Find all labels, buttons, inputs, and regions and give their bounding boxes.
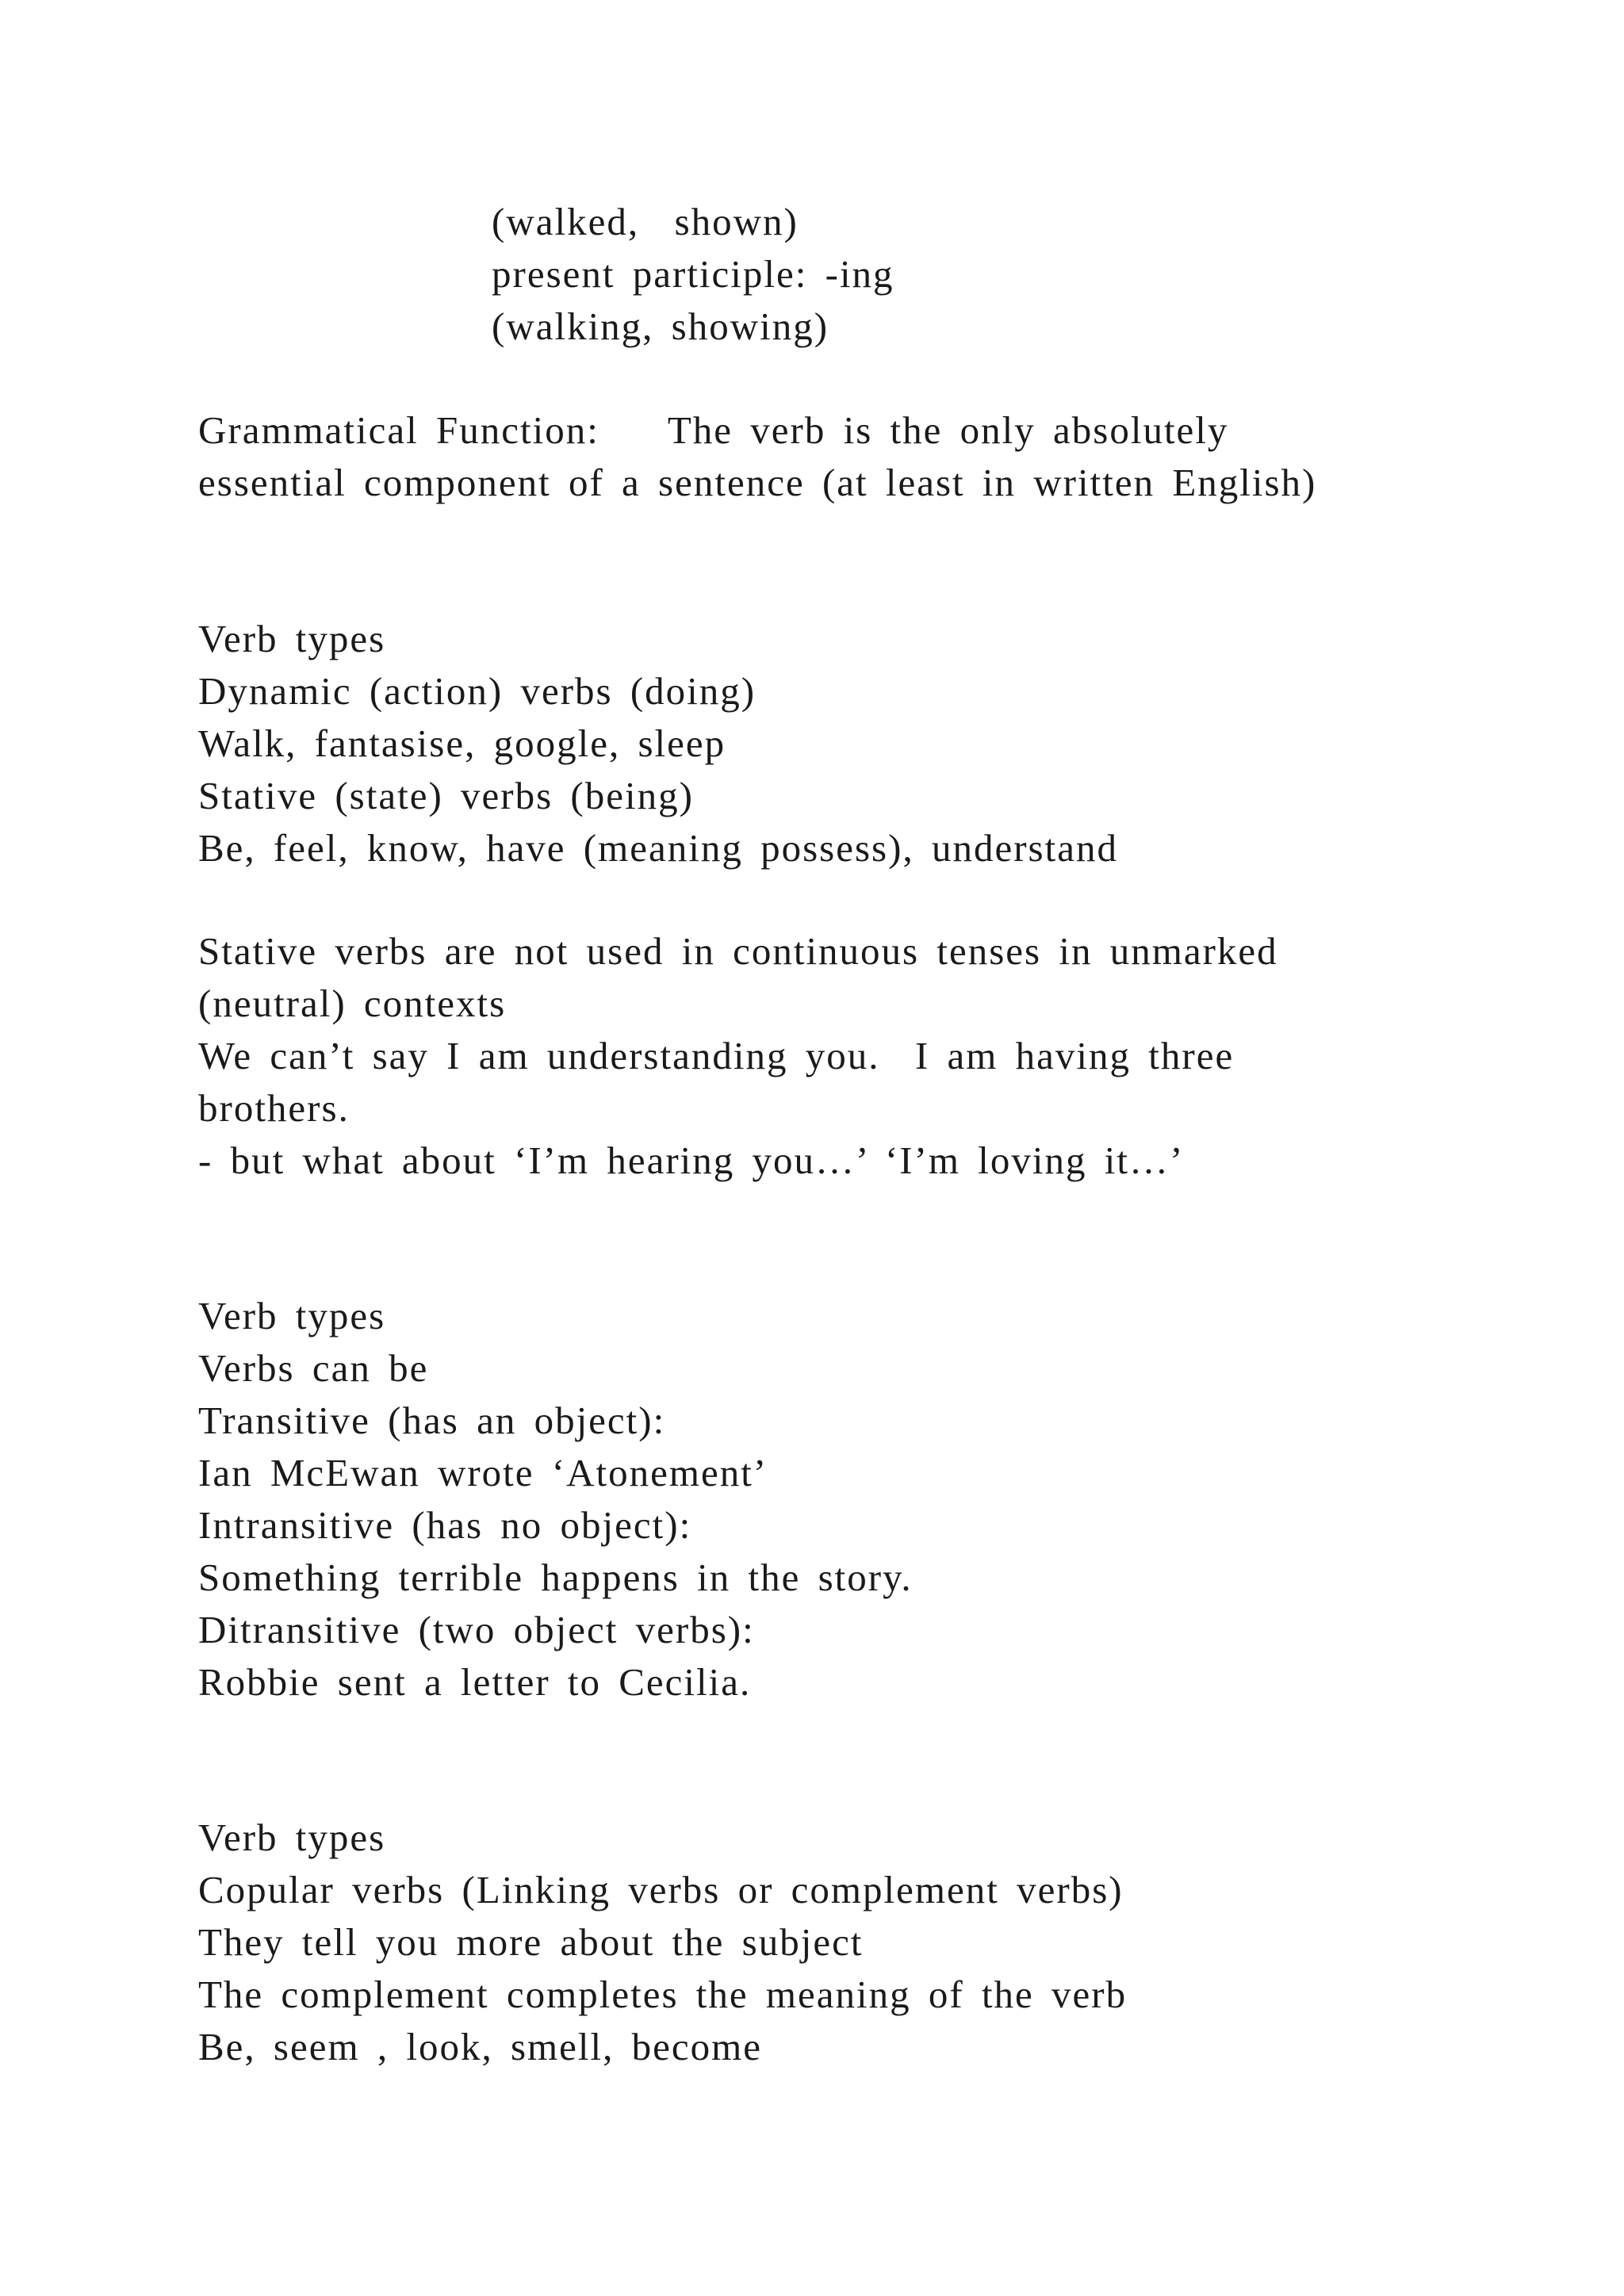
text-line: They tell you more about the subject — [198, 1920, 864, 1964]
text-line: Copular verbs (Linking verbs or complement verbs) — [198, 1868, 1124, 1911]
grammatical-function-line-1 — [198, 404, 1316, 457]
text-line: Transitive (has an object): — [198, 1399, 666, 1442]
text-line: Be, seem , look, smell, become — [198, 2025, 762, 2068]
text-line: Stative (state) verbs (being) — [198, 774, 694, 817]
text-line: Dynamic (action) verbs (doing) — [198, 669, 756, 713]
text-line: Walk, fantasise, google, sleep — [198, 721, 726, 765]
text-line: Robbie sent a letter to Cecilia. — [198, 1660, 752, 1704]
text-line: Be, feel, know, have (meaning possess), understand — [198, 826, 1118, 870]
text-line: Ian McEwan wrote ‘Atonement’ — [198, 1451, 768, 1494]
participle-line: (walking, showing) — [492, 304, 829, 348]
text-line: - but what about ‘I’m hearing you…’ ‘I’m loving it…’ — [198, 1138, 1185, 1182]
text-line: Verbs can be — [198, 1346, 429, 1390]
text-line: We can’t say I am understanding you. I am having three — [198, 1034, 1235, 1077]
text-line: brothers. — [198, 1086, 350, 1130]
section-heading: Verb types — [198, 617, 386, 660]
text-line: Ditransitive (two object verbs): — [198, 1608, 755, 1651]
text-line: Something terrible happens in the story. — [198, 1556, 913, 1599]
participle-line: present participle: -ing — [492, 252, 894, 296]
text-line: The complement completes the meaning of the verb — [198, 1973, 1128, 2016]
grammatical-function-block — [198, 404, 1316, 509]
participles-block — [492, 196, 894, 353]
grammatical-function-label: Grammatical Function: — [198, 408, 599, 452]
text-line: Stative verbs are not used in continuous tenses in unmarked — [198, 929, 1278, 973]
grammatical-function-text: The verb is the only absolutely — [667, 408, 1229, 452]
text-line: Intransitive (has no object): — [198, 1503, 692, 1547]
stative-verbs-note — [198, 925, 1278, 1187]
section-heading: Verb types — [198, 1294, 386, 1337]
grammatical-function-line-2: essential component of a sentence (at least in written English) — [198, 461, 1317, 504]
participle-line: (walked, shown) — [492, 200, 799, 243]
section-heading: Verb types — [198, 1816, 386, 1859]
verb-types-copular — [198, 1812, 1127, 2073]
text-line: (neutral) contexts — [198, 982, 507, 1025]
verb-types-transitivity — [198, 1290, 913, 1709]
verb-types-dynamic-stative — [198, 613, 1118, 874]
